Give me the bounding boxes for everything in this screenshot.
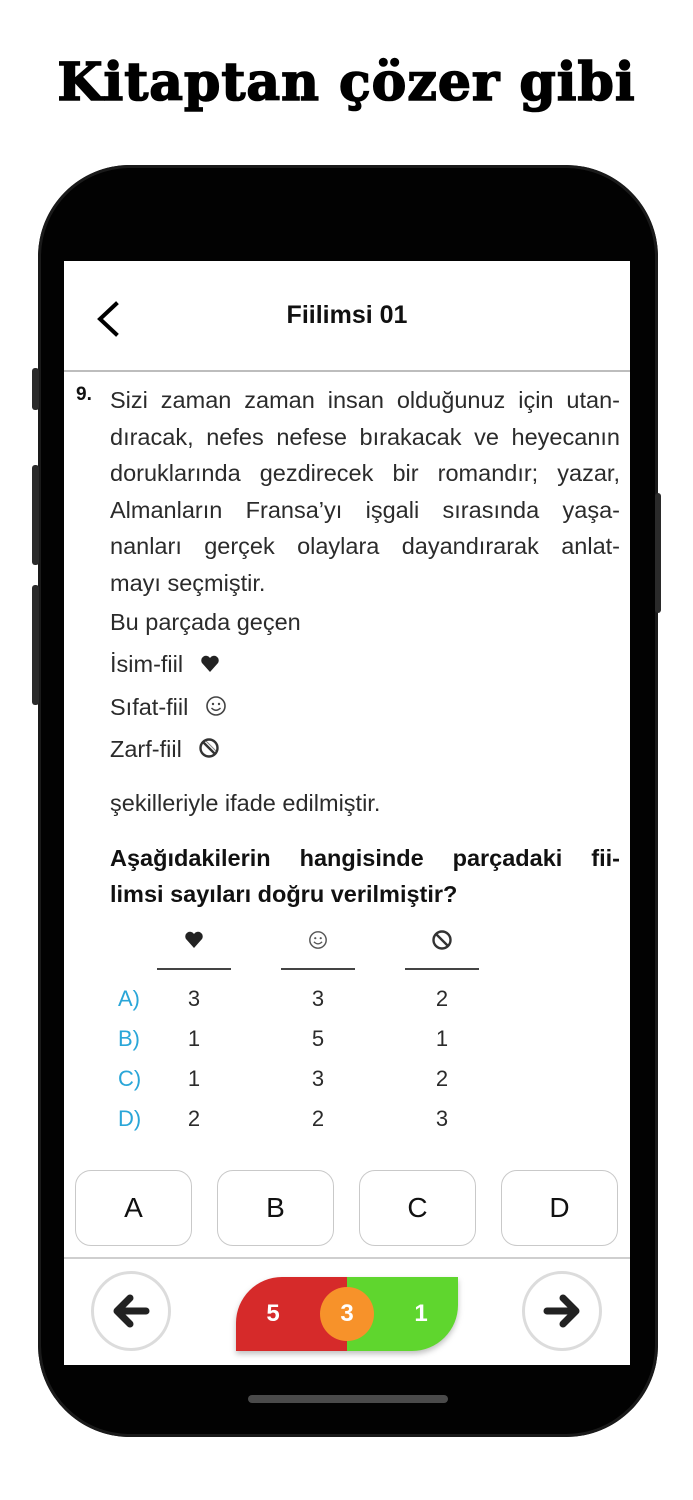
option-letter: A) bbox=[118, 986, 140, 1011]
answer-button-b[interactable]: B bbox=[217, 1170, 334, 1246]
phone-power-button bbox=[655, 493, 661, 613]
question-number: 9. bbox=[76, 384, 92, 405]
option-value: 3 bbox=[311, 986, 325, 1011]
option-value: 3 bbox=[187, 986, 201, 1011]
option-value: 3 bbox=[311, 1066, 325, 1091]
option-value: 2 bbox=[435, 986, 449, 1011]
score-indicator bbox=[236, 1277, 458, 1351]
option-value: 3 bbox=[435, 1106, 449, 1131]
correct-count: 1 bbox=[414, 1300, 428, 1327]
heart-icon bbox=[200, 652, 220, 679]
option-value: 1 bbox=[435, 1026, 449, 1051]
smiley-icon bbox=[308, 930, 328, 950]
option-value: 2 bbox=[435, 1066, 449, 1091]
answer-button-a[interactable]: A bbox=[75, 1170, 192, 1246]
option-value: 5 bbox=[311, 1026, 325, 1051]
option-letter: D) bbox=[118, 1106, 142, 1131]
option-letter: B) bbox=[118, 1026, 140, 1051]
wrong-count: 5 bbox=[266, 1300, 280, 1327]
smiley-icon bbox=[205, 695, 227, 723]
answer-button-d[interactable]: D bbox=[501, 1170, 618, 1246]
option-letter: C) bbox=[118, 1066, 142, 1091]
previous-question-button[interactable] bbox=[91, 1271, 171, 1351]
prohibited-icon bbox=[198, 737, 220, 765]
options-table bbox=[104, 922, 504, 1132]
next-question-button[interactable] bbox=[522, 1271, 602, 1351]
empty-count: 3 bbox=[340, 1300, 354, 1327]
legend-item-isim-fiil bbox=[110, 651, 220, 679]
app-header bbox=[64, 261, 630, 372]
prohibited-icon bbox=[431, 929, 453, 951]
legend-item-sifat-fiil bbox=[110, 694, 227, 723]
footer-divider bbox=[64, 1257, 630, 1259]
arrow-left-icon bbox=[110, 1293, 152, 1329]
option-value: 1 bbox=[187, 1066, 201, 1091]
legend-label: İsim-fiil bbox=[110, 651, 184, 677]
option-value: 2 bbox=[311, 1106, 325, 1131]
heart-icon bbox=[184, 931, 204, 949]
legend-label: Sıfat-fiil bbox=[110, 694, 189, 720]
legend-item-zarf-fiil bbox=[110, 736, 220, 765]
question-passage bbox=[110, 382, 620, 601]
passage-line: nanları gerçek olaylara dayandırarak anlat- bbox=[110, 533, 620, 559]
phone-side-button bbox=[32, 368, 39, 410]
passage-line: mayı seçmiştir. bbox=[110, 569, 266, 596]
stem-line: limsi sayıları doğru verilmiştir? bbox=[110, 881, 458, 907]
phone-volume-up-button bbox=[32, 465, 39, 565]
answer-button-c[interactable]: C bbox=[359, 1170, 476, 1246]
passage-intro: Bu parçada geçen bbox=[110, 609, 301, 635]
legend-label: Zarf-fiil bbox=[110, 736, 182, 762]
stem-line: Aşağıdakilerin hangisinde parçadaki fii- bbox=[110, 845, 620, 871]
column-header-sifat-fiil bbox=[281, 922, 355, 970]
home-indicator[interactable] bbox=[248, 1395, 448, 1403]
passage-line: dıracak, nefes nefese bırakacak ve heyecanın bbox=[110, 423, 620, 450]
option-value: 2 bbox=[187, 1106, 201, 1131]
option-value: 1 bbox=[187, 1026, 201, 1051]
page-title: Fiilimsi 01 bbox=[286, 301, 408, 329]
passage-outro: şekilleriyle ifade edilmiştir. bbox=[110, 790, 381, 816]
passage-line: Almanların Fransa’yı işgali sırasında yaşa- bbox=[110, 496, 620, 523]
column-header-isim-fiil bbox=[157, 922, 231, 970]
arrow-right-icon bbox=[541, 1293, 583, 1329]
passage-line: Sizi zaman zaman insan olduğunuz için utan- bbox=[110, 387, 620, 413]
question-stem bbox=[110, 840, 620, 912]
passage-line: doruklarında gezdirecek bir romandır; yazar, bbox=[110, 460, 620, 486]
promo-title: Kitaptan çözer gibi bbox=[57, 52, 636, 113]
column-header-zarf-fiil bbox=[405, 922, 479, 970]
app-screen bbox=[64, 261, 630, 1365]
phone-volume-down-button bbox=[32, 585, 39, 705]
